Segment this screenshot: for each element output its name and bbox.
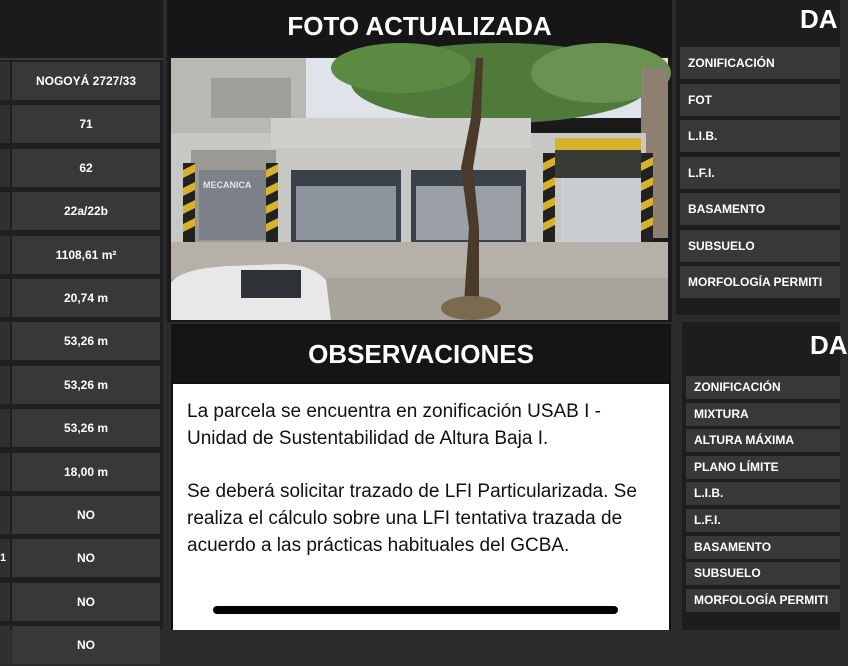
street-photo	[171, 58, 668, 320]
left-row-value: 62	[12, 149, 160, 187]
left-row-value: 22a/22b	[12, 192, 160, 230]
left-table-row	[0, 539, 163, 579]
home-indicator-bar[interactable]	[213, 606, 618, 614]
left-row-label	[0, 279, 10, 317]
right-row-label: ZONIFICACIÓN	[686, 376, 840, 399]
right-row-label: L.I.B.	[686, 482, 840, 505]
left-table-row	[0, 366, 163, 406]
left-row-value: NO	[12, 496, 160, 534]
left-row-value: 18,00 m	[12, 453, 160, 491]
photo-panel	[167, 0, 672, 322]
left-table-row	[0, 583, 163, 623]
left-table-row	[0, 62, 163, 102]
street-photo-image	[171, 58, 668, 320]
right-bottom-title: DA	[682, 326, 840, 368]
facade-sign: MECANICA	[203, 180, 252, 190]
left-table-row	[0, 236, 163, 276]
right-row-label: BASAMENTO	[680, 193, 840, 225]
right-row-label: SUBSUELO	[680, 230, 840, 262]
left-row-label	[0, 192, 10, 230]
right-row-label: FOT	[680, 84, 840, 116]
right-row-label: L.F.I.	[680, 157, 840, 189]
photo-title: FOTO ACTUALIZADA	[167, 0, 672, 56]
left-row-label	[0, 105, 10, 143]
left-row-label	[0, 236, 10, 274]
right-row-label: PLANO LÍMITE	[686, 456, 840, 479]
left-table-row	[0, 105, 163, 145]
left-row-label	[0, 322, 10, 360]
left-row-label	[0, 626, 10, 664]
left-row-value: NO	[12, 626, 160, 664]
right-row-label: MORFOLOGÍA PERMITI	[680, 266, 840, 298]
left-data-table	[0, 0, 163, 652]
left-row-value: NOGOYÁ 2727/33	[12, 62, 160, 100]
left-table-row	[0, 626, 163, 666]
left-table-row	[0, 453, 163, 493]
right-top-title: DA	[676, 0, 840, 42]
observations-title: OBSERVACIONES	[171, 324, 671, 382]
left-table-row	[0, 322, 163, 362]
left-table-row	[0, 279, 163, 319]
right-row-label: MIXTURA	[686, 403, 840, 426]
observations-panel	[171, 324, 671, 630]
left-row-value: 53,26 m	[12, 366, 160, 404]
left-row-label: 1	[0, 539, 10, 577]
left-table-header	[0, 0, 163, 60]
right-row-label: L.I.B.	[680, 120, 840, 152]
left-table-row	[0, 149, 163, 189]
left-row-label	[0, 366, 10, 404]
left-table-row	[0, 192, 163, 232]
observations-body	[173, 384, 669, 630]
left-table-row	[0, 496, 163, 536]
right-row-label: ALTURA MÁXIMA	[686, 429, 840, 452]
left-row-label	[0, 149, 10, 187]
left-row-value: NO	[12, 583, 160, 621]
left-row-value: NO	[12, 539, 160, 577]
left-row-label	[0, 409, 10, 447]
left-row-value: 53,26 m	[12, 322, 160, 360]
left-row-value: 20,74 m	[12, 279, 160, 317]
left-row-value: 53,26 m	[12, 409, 160, 447]
right-row-label: BASAMENTO	[686, 536, 840, 559]
right-top-panel	[676, 0, 840, 315]
left-row-label	[0, 62, 10, 100]
right-bottom-panel	[682, 322, 848, 630]
left-row-label	[0, 453, 10, 491]
right-row-label: SUBSUELO	[686, 562, 840, 585]
left-row-value: 71	[12, 105, 160, 143]
right-row-label: L.F.I.	[686, 509, 840, 532]
observation-paragraph-2: Se deberá solicitar trazado de LFI Particularizada. Se realiza el cálculo sobre una LFI tentativa trazada de acuerdo a las prácticas habituales del GCBA.	[187, 481, 637, 556]
right-row-label: MORFOLOGÍA PERMITI	[686, 589, 840, 612]
left-row-value: 1108,61 m²	[12, 236, 160, 274]
left-table-row	[0, 409, 163, 449]
left-row-label	[0, 583, 10, 621]
left-row-label	[0, 496, 10, 534]
right-row-label: ZONIFICACIÓN	[680, 47, 840, 79]
observation-paragraph-1: La parcela se encuentra en zonificación USAB I - Unidad de Sustentabilidad de Altura Baja I.	[187, 401, 602, 449]
